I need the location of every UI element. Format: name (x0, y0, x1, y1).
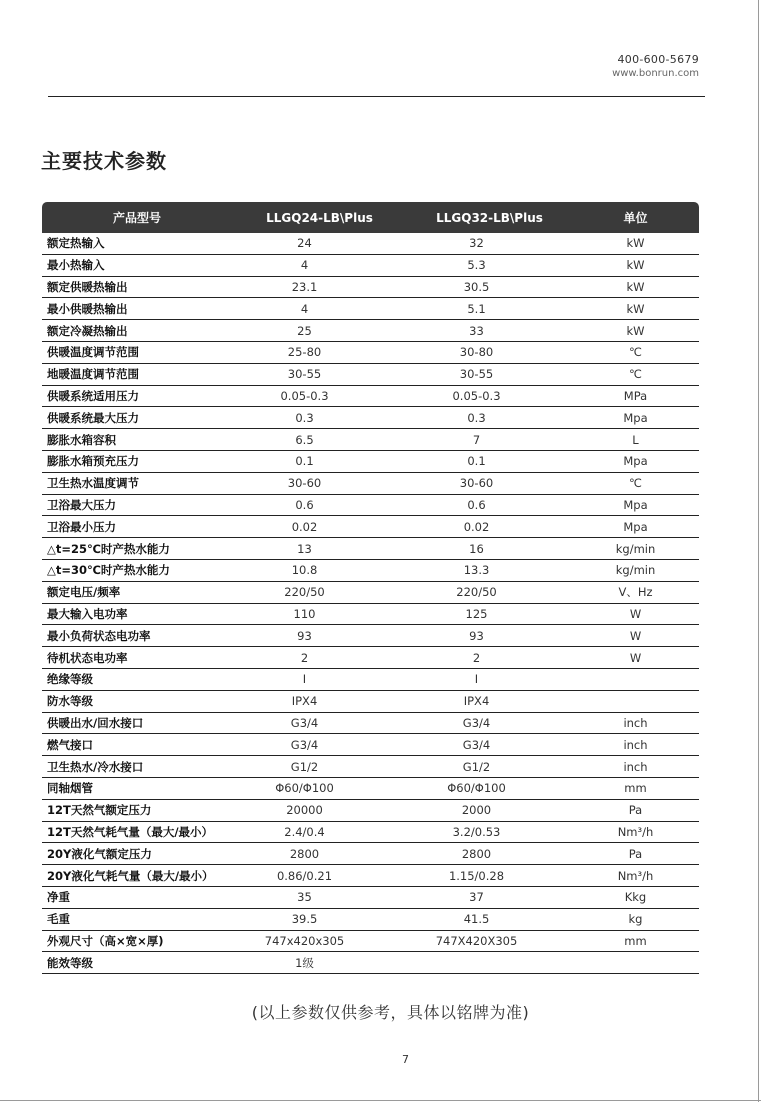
page-title: 主要技术参数 (41, 149, 167, 173)
table-row (42, 734, 699, 756)
unit-cell: Pa (572, 799, 699, 821)
param-cell: 供暖温度调节范围 (42, 341, 232, 363)
value-llgq32-cell: G3/4 (407, 712, 572, 734)
value-llgq32-cell: 30-60 (407, 472, 572, 494)
table-row (42, 385, 699, 407)
table-row (42, 298, 699, 320)
unit-cell: Kkg (572, 886, 699, 908)
header-divider (48, 96, 705, 97)
table-row (42, 952, 699, 974)
value-llgq24-cell: 25-80 (232, 341, 407, 363)
unit-cell: L (572, 429, 699, 451)
value-llgq32-cell: 33 (407, 320, 572, 342)
param-cell: 膨胀水箱预充压力 (42, 450, 232, 472)
value-llgq32-cell: 2800 (407, 843, 572, 865)
col-header-llgq32: LLGQ32-LB\Plus (407, 202, 572, 233)
table-row (42, 494, 699, 516)
table-row (42, 821, 699, 843)
table-row (42, 450, 699, 472)
table-row (42, 320, 699, 342)
param-cell: 绝缘等级 (42, 668, 232, 690)
reference-note: (以上参数仅供参考，具体以铭牌为准) (251, 1003, 530, 1022)
param-cell: 卫浴最大压力 (42, 494, 232, 516)
unit-cell: MPa (572, 385, 699, 407)
value-llgq32-cell: 2 (407, 647, 572, 669)
value-llgq24-cell: 6.5 (232, 429, 407, 451)
param-cell: 防水等级 (42, 690, 232, 712)
value-llgq24-cell: 24 (232, 233, 407, 254)
unit-cell: kW (572, 276, 699, 298)
table-row (42, 429, 699, 451)
param-cell: 最小负荷状态电功率 (42, 625, 232, 647)
param-cell: 12T天然气额定压力 (42, 799, 232, 821)
value-llgq32-cell (407, 952, 572, 974)
unit-cell: Nm³/h (572, 821, 699, 843)
value-llgq24-cell: 20000 (232, 799, 407, 821)
table-row (42, 472, 699, 494)
param-cell: 净重 (42, 886, 232, 908)
value-llgq32-cell: 30-55 (407, 363, 572, 385)
param-cell: 额定热输入 (42, 233, 232, 254)
param-cell: 待机状态电功率 (42, 647, 232, 669)
table-row (42, 843, 699, 865)
value-llgq32-cell: 32 (407, 233, 572, 254)
param-cell: 卫浴最小压力 (42, 516, 232, 538)
unit-cell: Nm³/h (572, 865, 699, 887)
unit-cell: kW (572, 233, 699, 254)
value-llgq24-cell: 0.1 (232, 450, 407, 472)
value-llgq32-cell: 3.2/0.53 (407, 821, 572, 843)
value-llgq24-cell: 110 (232, 603, 407, 625)
param-cell: 毛重 (42, 908, 232, 930)
table-row (42, 341, 699, 363)
value-llgq32-cell: 220/50 (407, 581, 572, 603)
table-row (42, 930, 699, 952)
unit-cell (572, 952, 699, 974)
page-number: 7 (402, 1053, 409, 1066)
table-row (42, 865, 699, 887)
value-llgq24-cell: G1/2 (232, 756, 407, 778)
param-cell: 最大输入电功率 (42, 603, 232, 625)
value-llgq24-cell: G3/4 (232, 734, 407, 756)
param-cell: △t=30℃时产热水能力 (42, 559, 232, 581)
param-cell: 外观尺寸（高×宽×厚) (42, 930, 232, 952)
value-llgq32-cell: 1.15/0.28 (407, 865, 572, 887)
table-row (42, 712, 699, 734)
value-llgq24-cell: 30-55 (232, 363, 407, 385)
value-llgq32-cell: 93 (407, 625, 572, 647)
value-llgq24-cell: 0.3 (232, 407, 407, 429)
param-cell: 供暖出水/回水接口 (42, 712, 232, 734)
value-llgq24-cell: 4 (232, 254, 407, 276)
unit-cell: Mpa (572, 450, 699, 472)
value-llgq24-cell: 0.02 (232, 516, 407, 538)
param-cell: 12T天然气耗气量（最大/最小） (42, 821, 232, 843)
unit-cell: inch (572, 712, 699, 734)
param-cell: 额定供暖热输出 (42, 276, 232, 298)
table-row (42, 254, 699, 276)
table-row (42, 690, 699, 712)
value-llgq32-cell: 7 (407, 429, 572, 451)
unit-cell: kW (572, 254, 699, 276)
param-cell: 供暖系统最大压力 (42, 407, 232, 429)
value-llgq24-cell: 13 (232, 538, 407, 560)
spec-table (42, 202, 699, 974)
value-llgq24-cell: 10.8 (232, 559, 407, 581)
table-row (42, 777, 699, 799)
param-cell: 卫生热水/冷水接口 (42, 756, 232, 778)
table-row (42, 581, 699, 603)
value-llgq32-cell: 41.5 (407, 908, 572, 930)
unit-cell: Mpa (572, 494, 699, 516)
param-cell: 膨胀水箱容积 (42, 429, 232, 451)
unit-cell: mm (572, 930, 699, 952)
value-llgq24-cell: 0.05-0.3 (232, 385, 407, 407)
value-llgq24-cell: 0.6 (232, 494, 407, 516)
value-llgq32-cell: 0.05-0.3 (407, 385, 572, 407)
value-llgq32-cell: 125 (407, 603, 572, 625)
value-llgq32-cell: 13.3 (407, 559, 572, 581)
unit-cell (572, 668, 699, 690)
unit-cell: Mpa (572, 407, 699, 429)
unit-cell: kg/min (572, 538, 699, 560)
param-cell: 地暖温度调节范围 (42, 363, 232, 385)
page-border-bottom (0, 1100, 761, 1101)
table-row (42, 559, 699, 581)
value-llgq32-cell: 2000 (407, 799, 572, 821)
value-llgq32-cell: IPX4 (407, 690, 572, 712)
value-llgq24-cell: 23.1 (232, 276, 407, 298)
value-llgq24-cell: Φ60/Φ100 (232, 777, 407, 799)
col-header-unit: 单位 (572, 202, 699, 233)
param-cell: 能效等级 (42, 952, 232, 974)
value-llgq32-cell: 5.3 (407, 254, 572, 276)
unit-cell: kW (572, 320, 699, 342)
unit-cell: V、Hz (572, 581, 699, 603)
value-llgq32-cell: 0.6 (407, 494, 572, 516)
param-cell: 同轴烟管 (42, 777, 232, 799)
table-row (42, 233, 699, 254)
unit-cell: ℃ (572, 363, 699, 385)
table-row (42, 799, 699, 821)
value-llgq32-cell: 16 (407, 538, 572, 560)
table-row (42, 276, 699, 298)
unit-cell: kg/min (572, 559, 699, 581)
table-row (42, 886, 699, 908)
table-row (42, 407, 699, 429)
unit-cell (572, 690, 699, 712)
value-llgq32-cell: 0.3 (407, 407, 572, 429)
param-cell: 20Y液化气额定压力 (42, 843, 232, 865)
unit-cell: inch (572, 734, 699, 756)
unit-cell: W (572, 603, 699, 625)
table-header-row (42, 202, 699, 233)
value-llgq32-cell: G3/4 (407, 734, 572, 756)
table-row (42, 668, 699, 690)
param-cell: 额定冷凝热输出 (42, 320, 232, 342)
value-llgq32-cell: G1/2 (407, 756, 572, 778)
unit-cell: Mpa (572, 516, 699, 538)
value-llgq32-cell: 747X420X305 (407, 930, 572, 952)
col-header-llgq24: LLGQ24-LB\Plus (232, 202, 407, 233)
param-cell: 燃气接口 (42, 734, 232, 756)
value-llgq24-cell: G3/4 (232, 712, 407, 734)
param-cell: △t=25℃时产热水能力 (42, 538, 232, 560)
table-row (42, 908, 699, 930)
table-row (42, 603, 699, 625)
col-header-model: 产品型号 (42, 202, 232, 233)
table-row (42, 516, 699, 538)
value-llgq24-cell: 220/50 (232, 581, 407, 603)
unit-cell: kW (572, 298, 699, 320)
unit-cell: Pa (572, 843, 699, 865)
param-cell: 最小热输入 (42, 254, 232, 276)
header-contact (612, 53, 699, 80)
unit-cell: kg (572, 908, 699, 930)
value-llgq24-cell: 30-60 (232, 472, 407, 494)
value-llgq24-cell: 93 (232, 625, 407, 647)
website-url: www.bonrun.com (612, 68, 699, 79)
unit-cell: W (572, 647, 699, 669)
unit-cell: inch (572, 756, 699, 778)
value-llgq32-cell: Φ60/Φ100 (407, 777, 572, 799)
page-border-right (758, 0, 759, 1102)
table-row (42, 363, 699, 385)
table-row (42, 647, 699, 669)
value-llgq32-cell: 30.5 (407, 276, 572, 298)
value-llgq24-cell: 2800 (232, 843, 407, 865)
value-llgq24-cell: 2.4/0.4 (232, 821, 407, 843)
value-llgq24-cell: 2 (232, 647, 407, 669)
table-row (42, 756, 699, 778)
value-llgq24-cell: 35 (232, 886, 407, 908)
value-llgq24-cell: 4 (232, 298, 407, 320)
value-llgq32-cell: I (407, 668, 572, 690)
value-llgq24-cell: 0.86/0.21 (232, 865, 407, 887)
unit-cell: ℃ (572, 472, 699, 494)
value-llgq24-cell: 25 (232, 320, 407, 342)
table-row (42, 538, 699, 560)
unit-cell: W (572, 625, 699, 647)
param-cell: 20Y液化气耗气量（最大/最小） (42, 865, 232, 887)
value-llgq24-cell: IPX4 (232, 690, 407, 712)
table-row (42, 625, 699, 647)
value-llgq32-cell: 30-80 (407, 341, 572, 363)
value-llgq24-cell: 1级 (232, 952, 407, 974)
param-cell: 卫生热水温度调节 (42, 472, 232, 494)
param-cell: 最小供暖热输出 (42, 298, 232, 320)
value-llgq32-cell: 37 (407, 886, 572, 908)
phone-number: 400-600-5679 (617, 53, 699, 66)
unit-cell: mm (572, 777, 699, 799)
spec-table-body (42, 233, 699, 974)
value-llgq24-cell: I (232, 668, 407, 690)
value-llgq32-cell: 5.1 (407, 298, 572, 320)
param-cell: 额定电压/频率 (42, 581, 232, 603)
value-llgq24-cell: 39.5 (232, 908, 407, 930)
value-llgq32-cell: 0.1 (407, 450, 572, 472)
value-llgq32-cell: 0.02 (407, 516, 572, 538)
param-cell: 供暖系统适用压力 (42, 385, 232, 407)
value-llgq24-cell: 747x420x305 (232, 930, 407, 952)
unit-cell: ℃ (572, 341, 699, 363)
